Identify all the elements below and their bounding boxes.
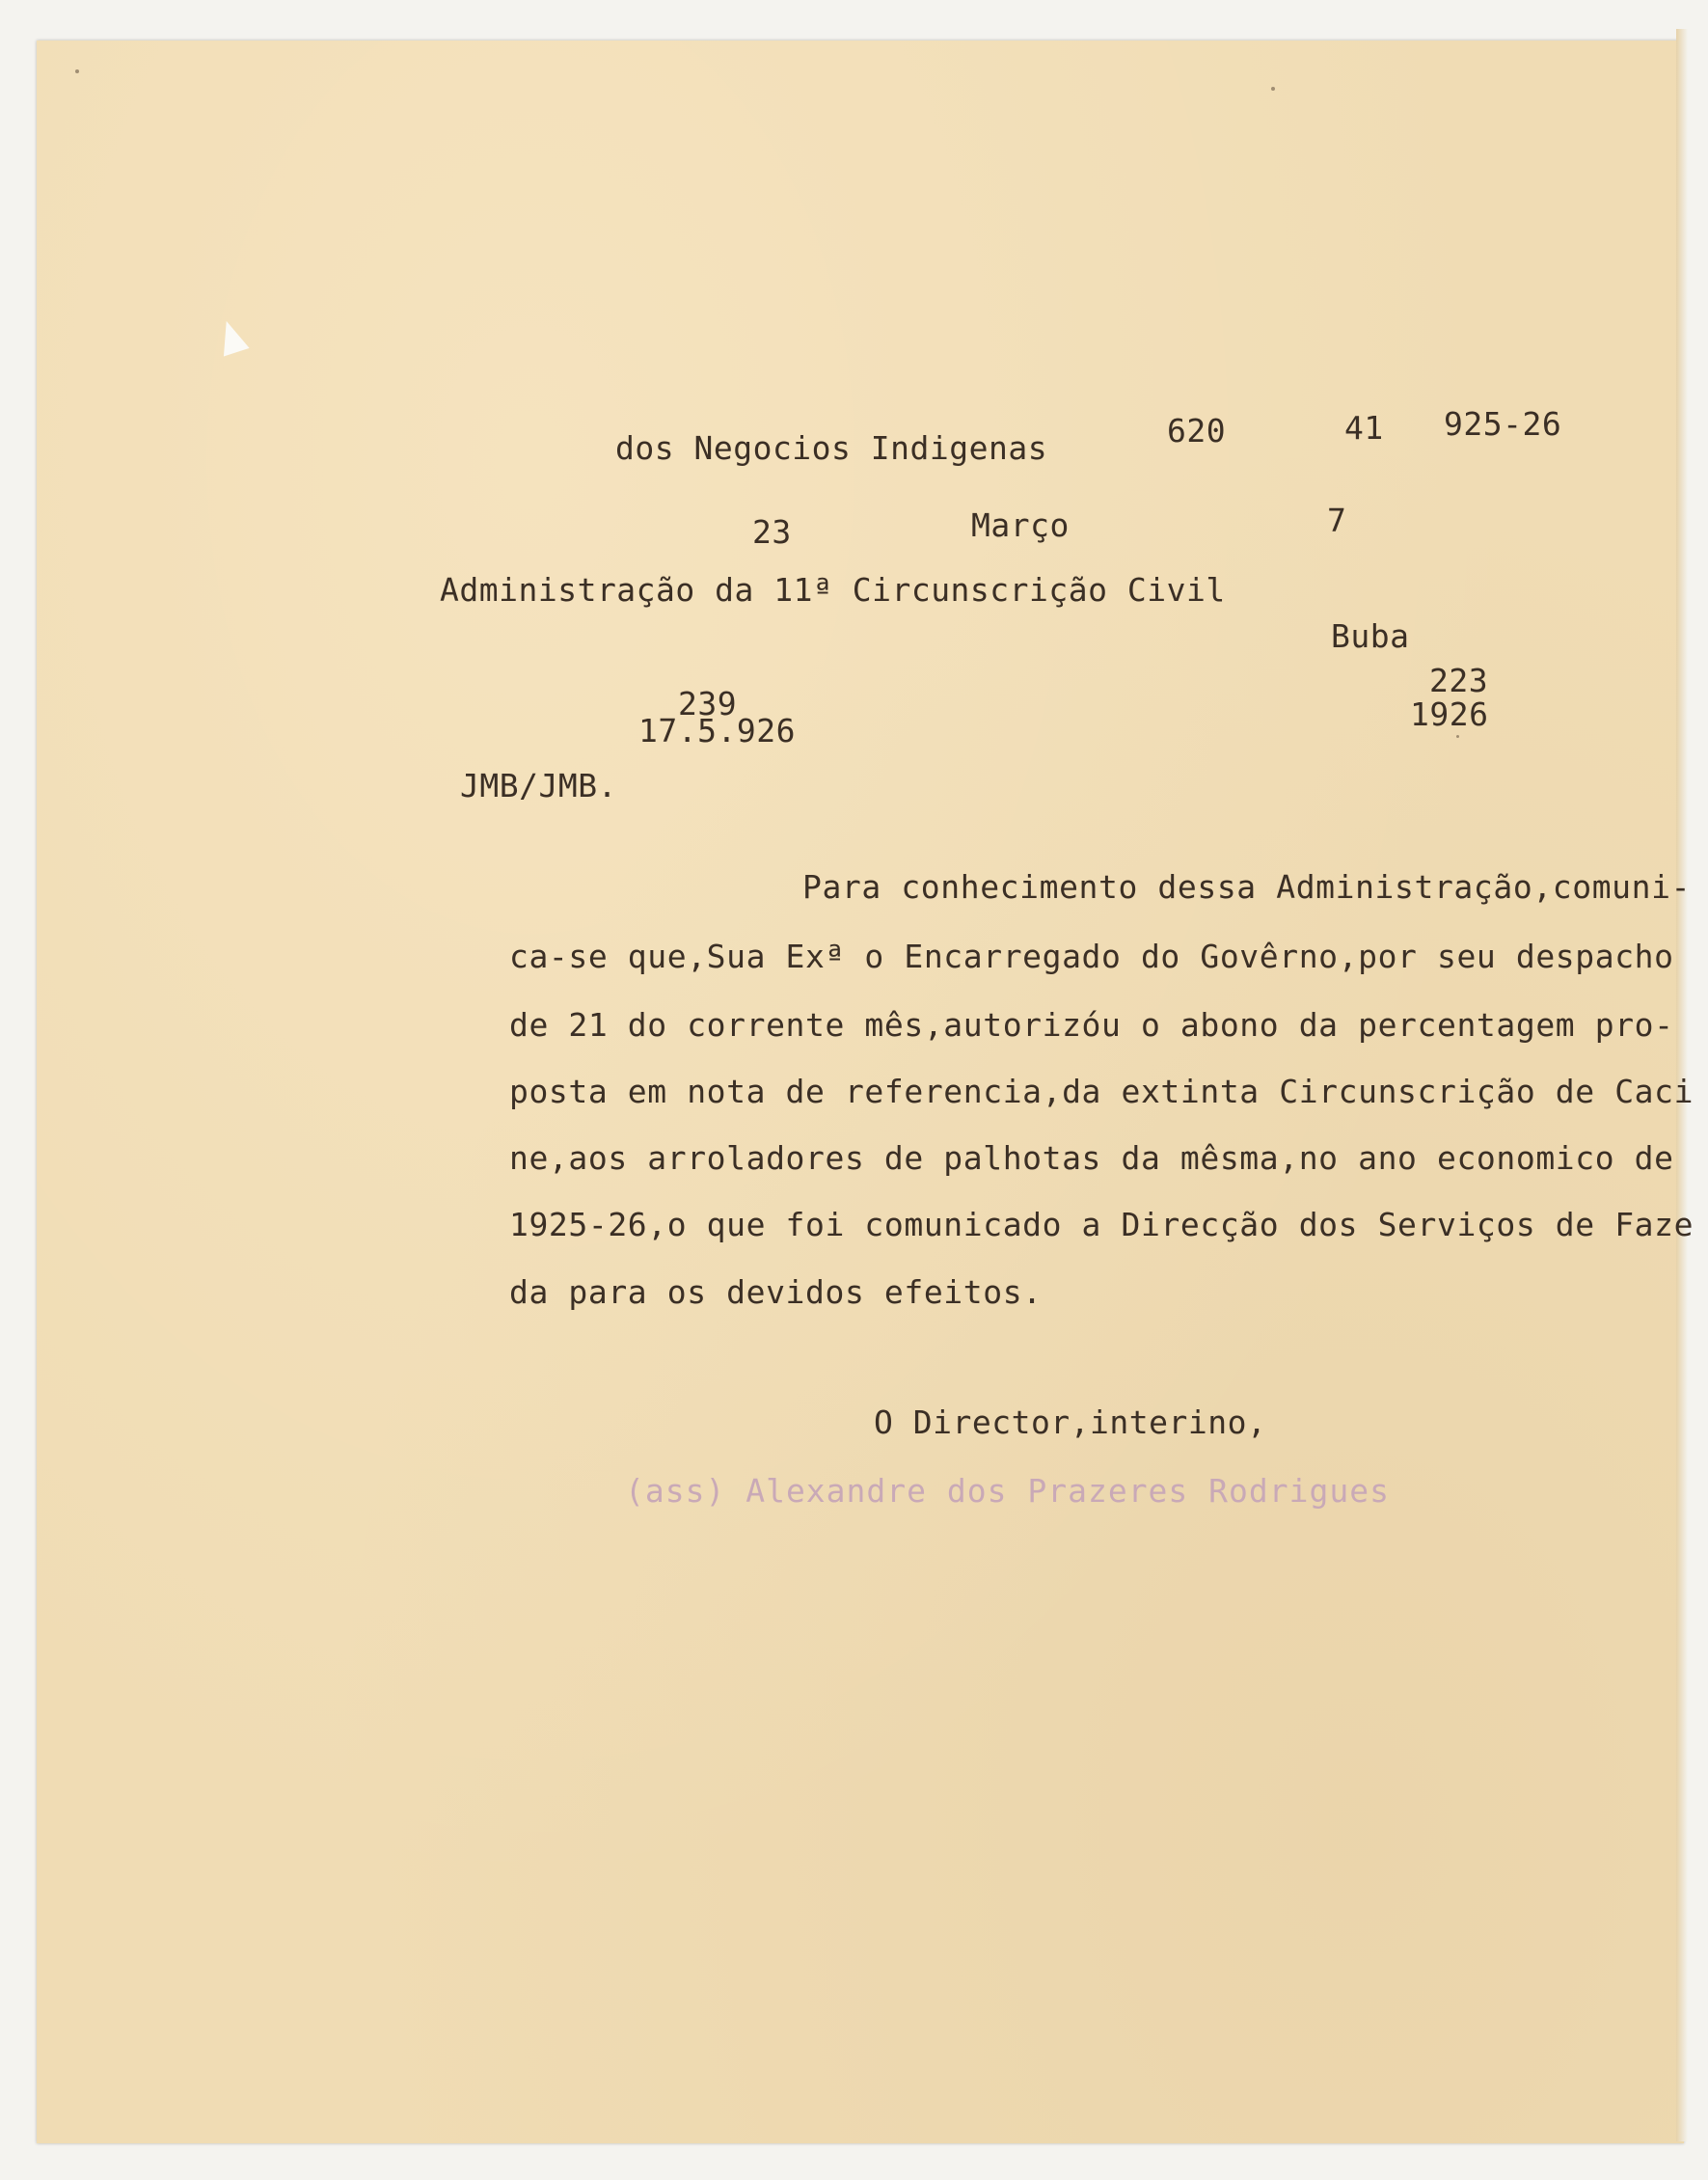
body-line: 1925-26,o que foi comunicado a Direcção dos Serviços de Faze [509, 1206, 1694, 1243]
right-reference-year: 1926 [1410, 695, 1489, 733]
reference-number: 7 [1327, 502, 1347, 539]
paper-speck [1456, 735, 1459, 738]
body-line: de 21 do corrente mês,autorizóu o abono da percentagem pro- [509, 1006, 1674, 1044]
paper-speck [1271, 87, 1275, 91]
fiscal-year: 925-26 [1444, 405, 1562, 443]
left-reference-date: 17.5.926 [638, 712, 796, 749]
closing-title: O Director,interino, [874, 1403, 1267, 1441]
signature-line: (ass) Alexandre dos Prazeres Rodrigues [625, 1472, 1390, 1510]
body-line: posta em nota de referencia,da extinta Circunscrição de Caci [509, 1073, 1694, 1110]
right-reference-number: 223 [1429, 662, 1489, 699]
department-line: dos Negocios Indigenas [615, 429, 1048, 467]
body-line: ca-se que,Sua Exª o Encarregado do Govêrno,por seu despacho [509, 938, 1674, 975]
body-line: Para conhecimento dessa Administração,comuni- [802, 868, 1692, 906]
paper-speck [75, 69, 79, 73]
date-month: Março [971, 506, 1070, 544]
recipient-line: Administração da 11ª Circunscrição Civil [440, 571, 1226, 609]
body-line: ne,aos arroladores de palhotas da mêsma,no ano economico de [509, 1139, 1674, 1177]
place-name: Buba [1331, 617, 1410, 655]
reference-number: 41 [1344, 409, 1384, 447]
typist-initials: JMB/JMB. [460, 767, 617, 804]
date-day: 23 [752, 513, 792, 551]
left-reference-number: 239 [678, 685, 738, 722]
reference-number: 620 [1167, 412, 1227, 450]
body-line: da para os devidos efeitos. [509, 1273, 1043, 1311]
